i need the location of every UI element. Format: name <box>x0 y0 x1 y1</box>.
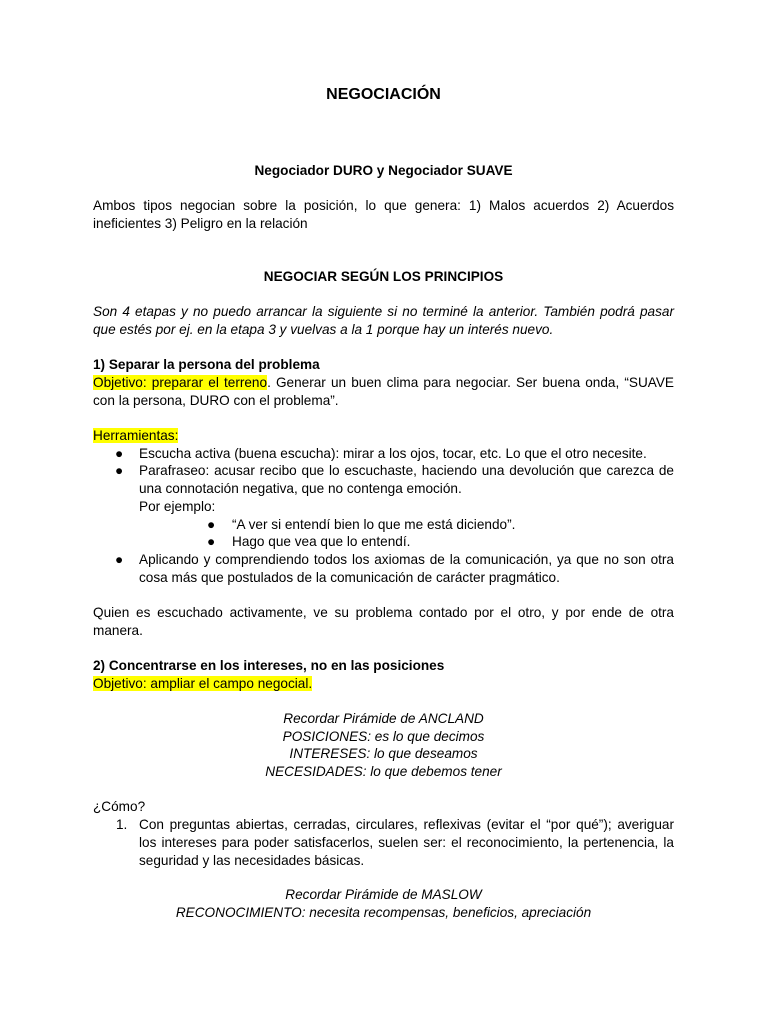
list-item-text: Parafraseo: acusar recibo que lo escuchaste, haciendo una devolución que carezca de una connotación negativa, que no contenga emoción. <box>139 463 674 496</box>
list-item-text: Escucha activa (buena escucha): mirar a los ojos, tocar, etc. Lo que el otro necesite. <box>139 446 647 461</box>
bullet-icon: ● <box>207 517 216 532</box>
bullet-icon: ● <box>115 552 124 567</box>
example-label: Por ejemplo: <box>139 499 216 514</box>
document-title: NEGOCIACIÓN <box>326 86 441 103</box>
pyramid-ancland-line: INTERESES: lo que deseamos <box>289 746 478 761</box>
how-label: ¿Cómo? <box>93 799 146 814</box>
paragraph-etapas-intro: Son 4 etapas y no puedo arrancar la siguiente si no terminé la anterior. También podrá pasar que estés por ej. en la etapa 3 y vuelvas a la 1 porque hay un interés nuevo. <box>93 304 674 337</box>
paragraph-escuchado: Quien es escuchado activamente, ve su problema contado por el otro, y por ende de otra manera. <box>93 605 674 638</box>
list-number: 1. <box>116 817 128 832</box>
tools-label: Herramientas: <box>93 428 179 443</box>
sub-list-item-text: Hago que vea que lo entendí. <box>232 534 411 549</box>
pyramid-maslow-line: Recordar Pirámide de MASLOW <box>285 887 482 902</box>
step1-heading: 1) Separar la persona del problema <box>93 357 320 372</box>
step1-objective-highlight: Objetivo: preparar el terreno <box>93 375 268 390</box>
sub-list-item-text: “A ver si entendí bien lo que me está diciendo”. <box>232 517 516 532</box>
paragraph-ambos-tipos: Ambos tipos negocian sobre la posición, lo que genera: 1) Malos acuerdos 2) Acuerdos ineficientes 3) Peligro en la relación <box>93 198 674 231</box>
section-heading-principios: NEGOCIAR SEGÚN LOS PRINCIPIOS <box>263 269 504 284</box>
pyramid-maslow-line: RECONOCIMIENTO: necesita recompensas, beneficios, apreciación <box>175 905 592 920</box>
pyramid-ancland-line: POSICIONES: es lo que decimos <box>282 729 485 744</box>
step2-objective-row <box>93 675 674 693</box>
pyramid-ancland-line: NECESIDADES: lo que debemos tener <box>265 764 502 779</box>
bullet-icon: ● <box>115 446 124 461</box>
step2-objective-highlight: Objetivo: ampliar el campo negocial. <box>93 676 313 691</box>
step2-heading: 2) Concentrarse en los intereses, no en las posiciones <box>93 658 445 673</box>
numbered-list-item-text: Con preguntas abiertas, cerradas, circulares, reflexivas (evitar el “por qué”); averiguar los intereses para poder satisfacerlos, suelen ser: el reconocimiento, la pertenencia, la seguridad y las necesidades básicas. <box>139 817 674 868</box>
step1-objective-paragraph <box>93 374 674 410</box>
bullet-icon: ● <box>207 534 216 549</box>
step1-objective-rest: . Generar un buen clima para negociar. Ser buena onda, “SUAVE con la persona, DURO con el problema”. <box>93 375 674 408</box>
bullet-icon: ● <box>115 463 124 478</box>
section-heading-duro-suave: Negociador DURO y Negociador SUAVE <box>254 163 513 178</box>
tools-label-row <box>93 427 674 445</box>
list-item-text: Aplicando y comprendiendo todos los axiomas de la comunicación, ya que no son otra cosa más que postulados de la comunicación de carácter pragmático. <box>139 552 674 585</box>
pyramid-ancland-line: Recordar Pirámide de ANCLAND <box>283 711 484 726</box>
